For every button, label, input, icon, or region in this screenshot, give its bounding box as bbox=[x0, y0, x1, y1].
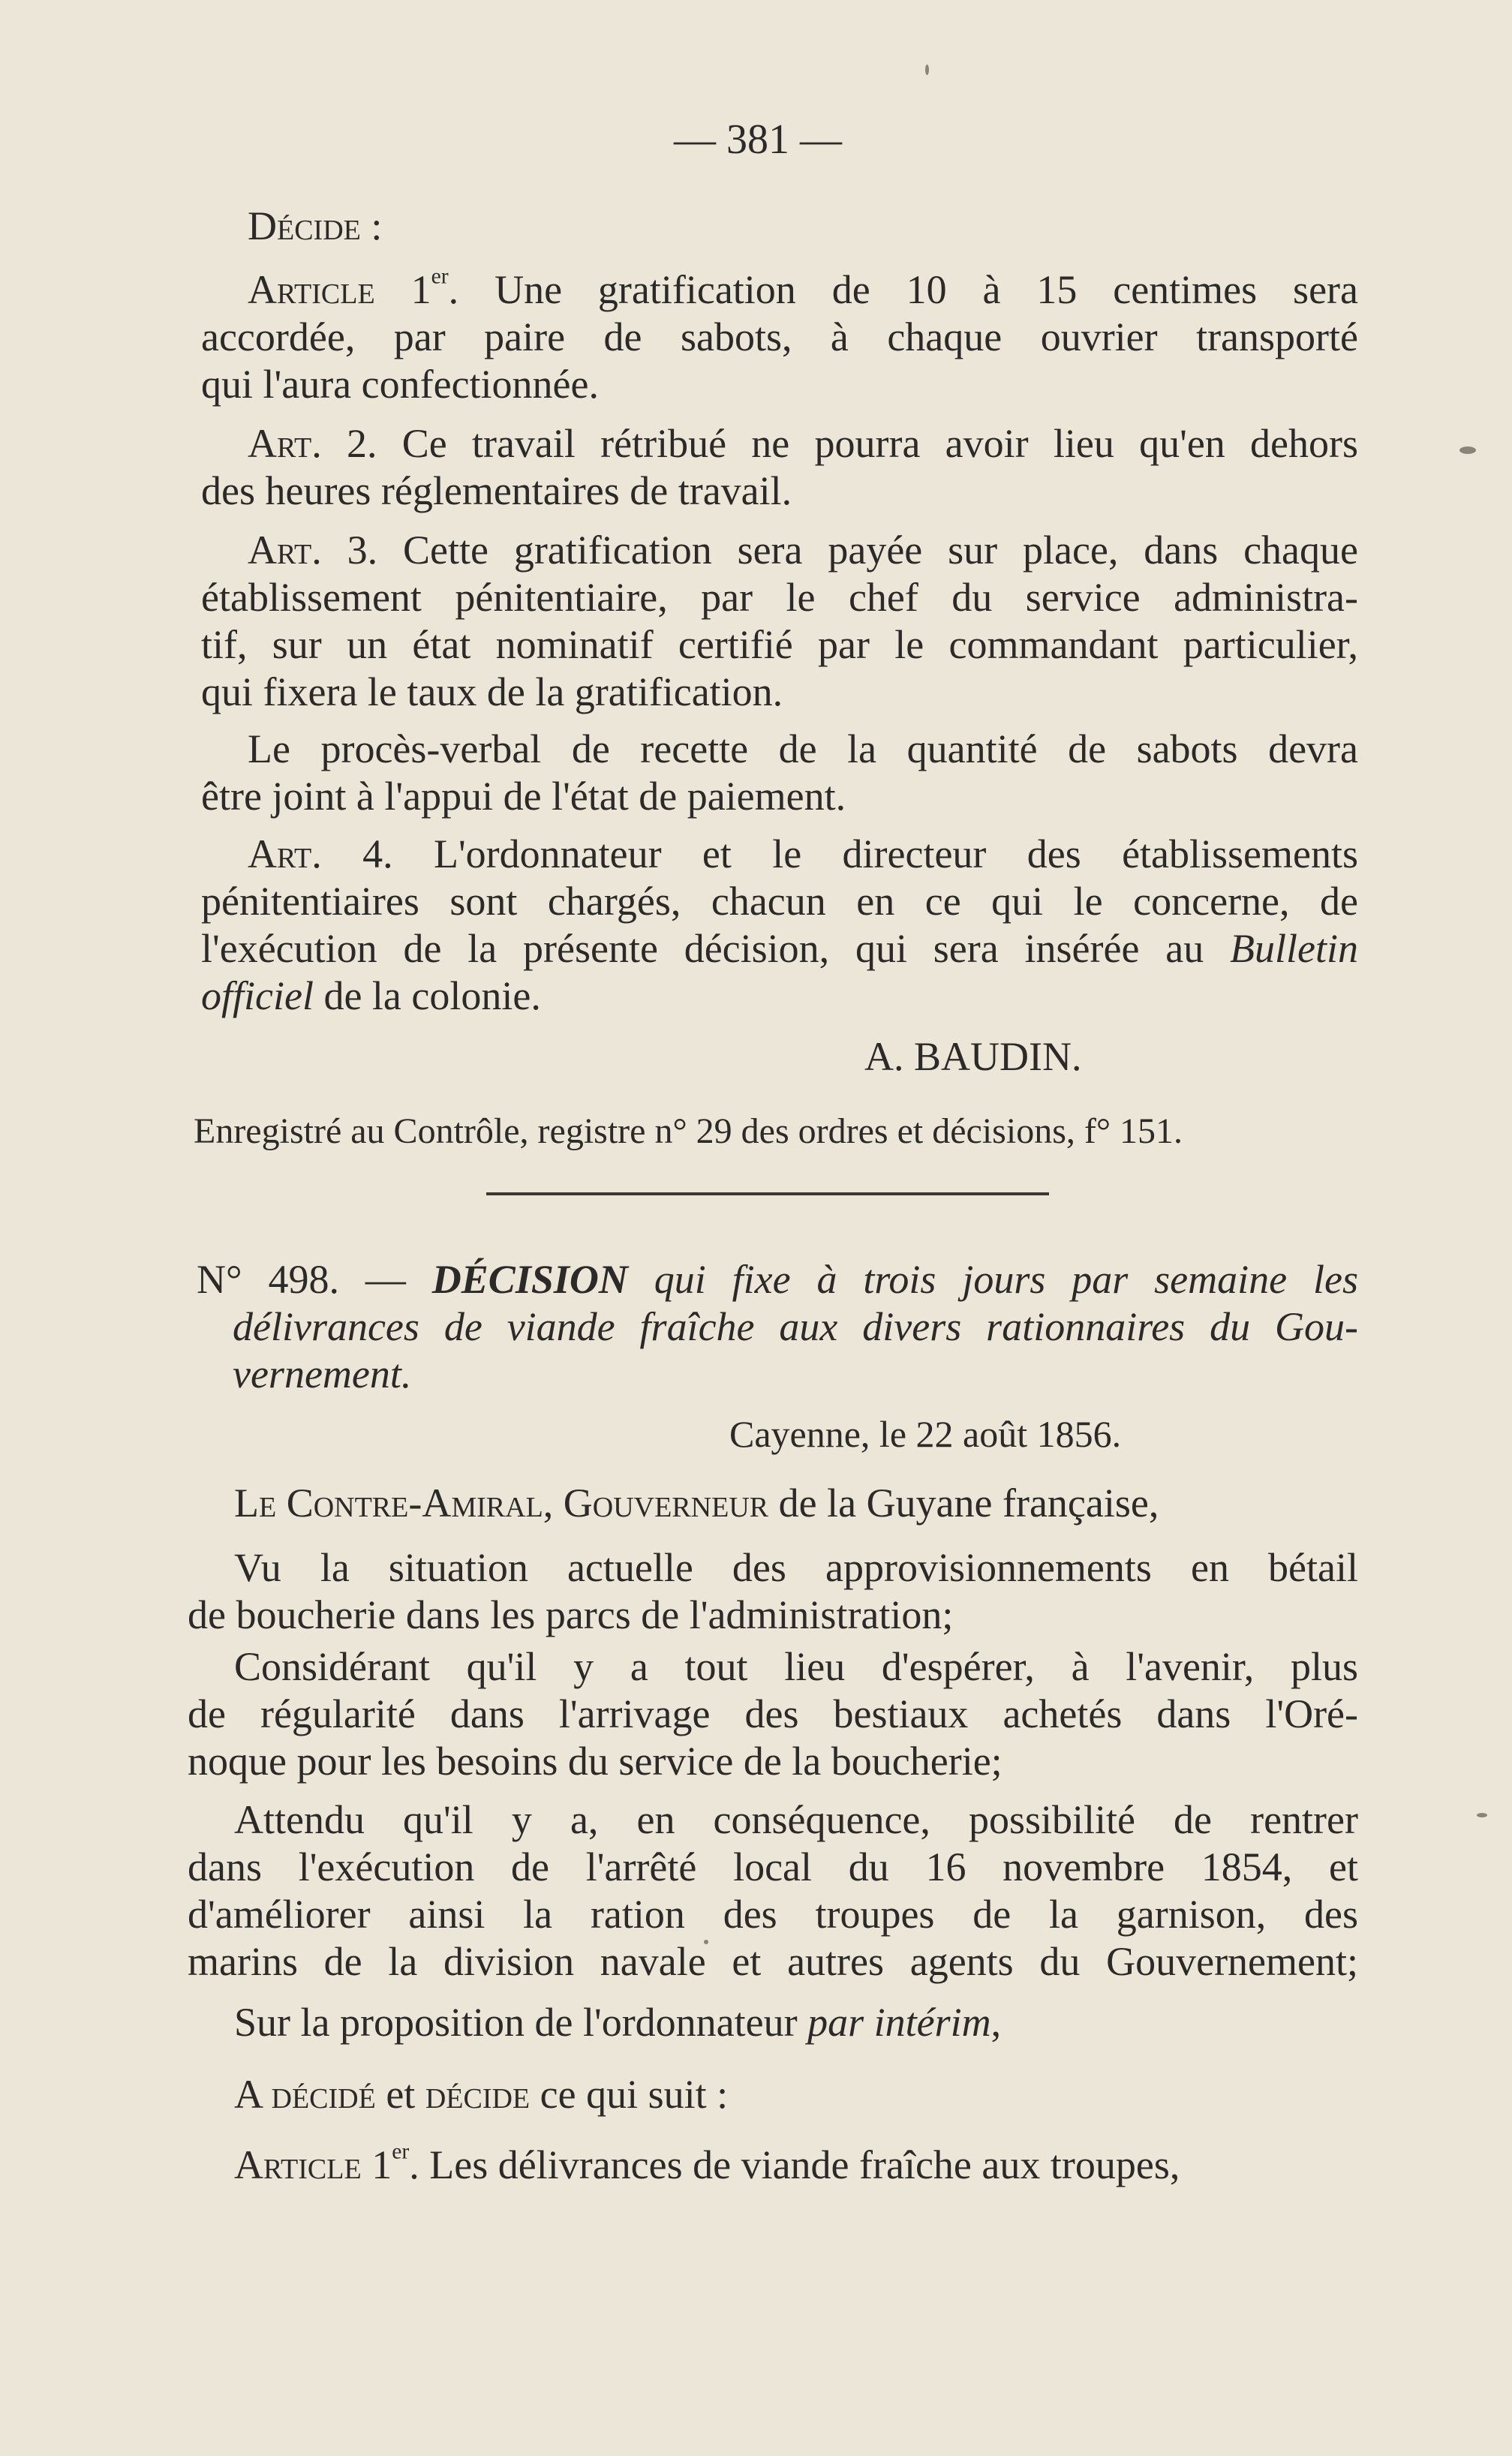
paper-speck bbox=[1477, 1813, 1487, 1817]
article-label: Article 1 bbox=[248, 267, 431, 312]
article-4-line-3 bbox=[201, 925, 1358, 972]
article-label: Art. 2. bbox=[248, 421, 377, 466]
text-run: de la Guyane française, bbox=[768, 1481, 1159, 1526]
considerant-line-3: noque pour les besoins du service de la boucherie; bbox=[188, 1739, 1002, 1784]
proces-verbal-line-1: Le procès-verbal de recette de la quantité de sabots devra bbox=[248, 726, 1358, 771]
text-run: de la colonie. bbox=[313, 973, 541, 1018]
registration-note: Enregistré au Contrôle, registre n° 29 des ordres et décisions, f° 151. bbox=[194, 1111, 1183, 1151]
proces-verbal-line-2: être joint à l'appui de l'état de paiement. bbox=[201, 774, 846, 819]
article-3-line-4: qui fixera le taux de la gratification. bbox=[201, 669, 783, 714]
place-date: Cayenne, le 22 août 1856. bbox=[729, 1413, 1122, 1455]
a-decide-line bbox=[234, 2071, 728, 2118]
text-run: Gouverneur bbox=[563, 1481, 769, 1526]
article-3-line-2: établissement pénitentiaire, par le chef du service administra- bbox=[201, 575, 1358, 620]
article-1-line-1 bbox=[248, 266, 1358, 313]
considerant-line-1: Considérant qu'il y a tout lieu d'espérer, à l'avenir, plus bbox=[234, 1644, 1358, 1689]
signature: A. BAUDIN. bbox=[864, 1034, 1082, 1079]
section-separator bbox=[486, 1192, 1049, 1195]
text-run: décidé bbox=[271, 2072, 376, 2117]
article-1-line-2: accordée, par paire de sabots, à chaque ouvrier transporté bbox=[201, 314, 1358, 359]
text-run: Cette gratification sera payée sur place, dans chaque bbox=[377, 528, 1358, 573]
vu-line-1: Vu la situation actuelle des approvisionnements en bétail bbox=[234, 1545, 1358, 1590]
superscript: er bbox=[431, 264, 449, 289]
text-run: Ce travail rétribué ne pourra avoir lieu qu'en dehors bbox=[377, 421, 1358, 466]
text-run: . Une gratification de 10 à 15 centimes sera bbox=[448, 267, 1358, 312]
text-run: , bbox=[543, 1481, 564, 1526]
vu-line-2: de boucherie dans les parcs de l'administration; bbox=[188, 1592, 954, 1637]
decision-number: N° 498. — bbox=[197, 1257, 432, 1302]
article-label: Article 1 bbox=[234, 2142, 392, 2187]
considerant-line-2: de régularité dans l'arrivage des bestiaux achetés dans l'Oré- bbox=[188, 1691, 1358, 1736]
decision-498-article-1-line-1 bbox=[234, 2139, 1180, 2188]
paper-speck bbox=[1459, 446, 1476, 454]
attendu-line-4: marins de la division navale et autres agents du Gouvernement; bbox=[188, 1939, 1358, 1984]
governor-line bbox=[234, 1480, 1159, 1526]
article-label: Art. 4. bbox=[248, 831, 393, 876]
attendu-line-2: dans l'exécution de l'arrêté local du 16 novembre 1854, et bbox=[188, 1844, 1358, 1889]
page-number: — 381 — bbox=[674, 116, 842, 163]
paper-speck bbox=[925, 65, 929, 75]
article-2-line-1 bbox=[248, 420, 1358, 467]
superscript: er bbox=[392, 2139, 410, 2164]
par-interim-italic: par intérim bbox=[807, 2000, 991, 2045]
text-run: l'exécution de la présente décision, qui sera insérée au bbox=[201, 926, 1231, 971]
text-run: et bbox=[375, 2072, 425, 2117]
article-label: Art. 3. bbox=[248, 528, 378, 573]
decide-heading: Décide : bbox=[248, 203, 383, 248]
article-4-line-2: pénitentiaires sont chargés, chacun en ce qui le concerne, de bbox=[201, 879, 1358, 924]
bulletin-italic: Bulletin bbox=[1230, 926, 1358, 971]
text-run: , bbox=[990, 2000, 1002, 2045]
officiel-italic: officiel bbox=[201, 973, 314, 1018]
text-run: . Les délivrances de viande fraîche aux troupes, bbox=[409, 2142, 1180, 2187]
text-run: qui fixe à trois jours par semaine les bbox=[627, 1257, 1358, 1302]
text-run: ce qui suit : bbox=[530, 2072, 729, 2117]
decision-498-title-line-1 bbox=[197, 1256, 1358, 1303]
article-3-line-1 bbox=[248, 527, 1358, 573]
text-run: A bbox=[234, 2072, 272, 2117]
text-run: décide bbox=[425, 2072, 531, 2117]
decision-word: DÉCISION bbox=[431, 1257, 628, 1302]
decision-498-title-line-2: délivrances de viande fraîche aux divers rationnaires du Gou- bbox=[233, 1304, 1358, 1349]
text-run: Sur la proposition de l'ordonnateur bbox=[234, 2000, 808, 2045]
attendu-line-3: d'améliorer ainsi la ration des troupes de la garnison, des bbox=[188, 1892, 1358, 1937]
article-4-line-1 bbox=[248, 831, 1358, 877]
article-2-line-2: des heures réglementaires de travail. bbox=[201, 468, 792, 513]
article-3-line-3: tif, sur un état nominatif certifié par le commandant particulier, bbox=[201, 622, 1358, 667]
text-run: Le Contre-Amiral bbox=[234, 1481, 543, 1526]
text-run: L'ordonnateur et le directeur des établissements bbox=[392, 831, 1358, 876]
proposition-line bbox=[234, 1999, 1001, 2046]
decision-498-title-line-3: vernement. bbox=[233, 1351, 412, 1396]
article-4-line-4 bbox=[201, 972, 541, 1019]
article-1-line-3: qui l'aura confectionnée. bbox=[201, 362, 599, 407]
attendu-line-1: Attendu qu'il y a, en conséquence, possibilité de rentrer bbox=[234, 1797, 1358, 1842]
